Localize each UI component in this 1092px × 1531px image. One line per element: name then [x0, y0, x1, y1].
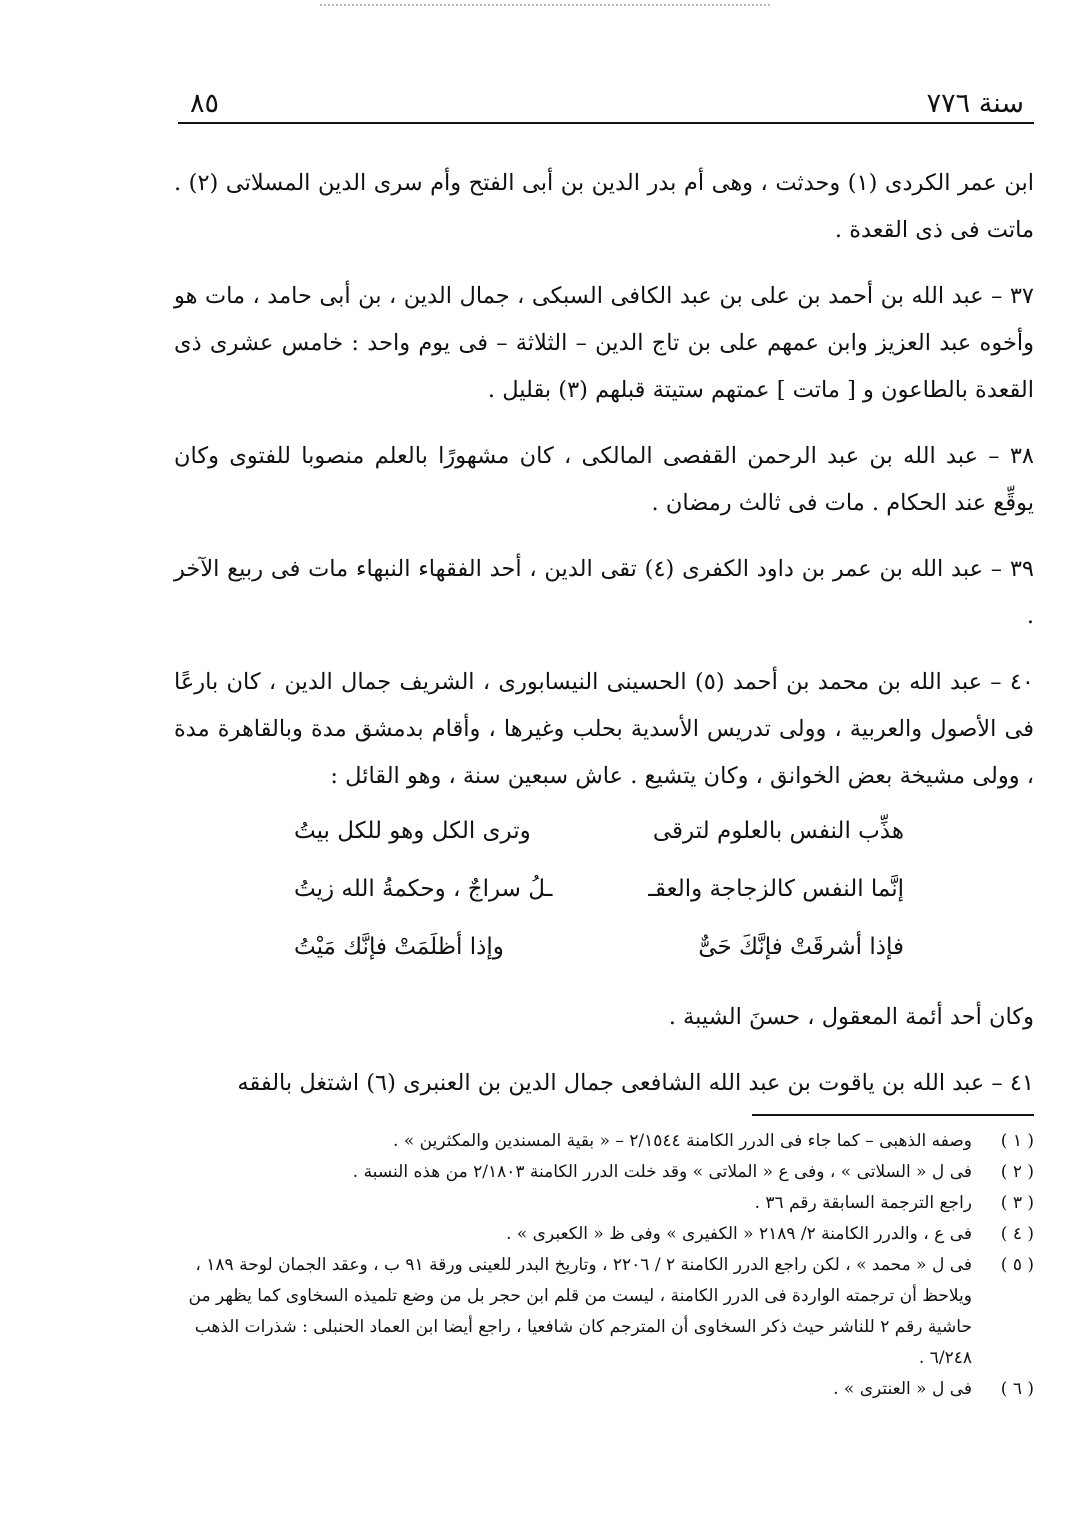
- running-header: [178, 86, 1034, 124]
- header-year: سنة ٧٧٦: [926, 88, 1024, 119]
- entry-38: ٣٨ – عبد الله بن عبد الرحمن القفصى المالكى ، كان مشهورًا بالعلم منصوبا للفتوى وكان يوقِّع عند الحكام . مات فى ثالث رمضان .: [174, 443, 1034, 516]
- verse-first-hemistich: هذِّب النفس بالعلوم لترقى: [652, 818, 904, 844]
- poem-verse: [294, 808, 904, 866]
- footnote-number: ( ٥ ): [1000, 1255, 1034, 1275]
- footnote-number: ( ٢ ): [1000, 1162, 1034, 1182]
- verse-second-hemistich: ـلُ سراجٌ ، وحكمةُ الله زيتُ: [294, 876, 553, 902]
- verse-second-hemistich: وإذا أظلَمَتْ فإنَّك مَيْتُ: [294, 934, 504, 960]
- footnote: [174, 1157, 1034, 1188]
- footnote: [174, 1219, 1034, 1250]
- verse-first-hemistich: فإذا أشرقَتْ فإنَّكَ حَىٌّ: [698, 934, 904, 960]
- entry-37: ٣٧ – عبد الله بن أحمد بن على بن عبد الكافى السبكى ، جمال الدين ، بن أبى حامد ، مات هو وأخوه عبد العزيز وابن عمهم على بن تاج الدين – الثلاثة – فى يوم واحد : خامس عشرى ذى القعدة بالطاعون و [ ماتت ] عمتهم ستيتة قبلهم (٣) بقليل .: [174, 283, 1034, 403]
- footnotes: [174, 1126, 1034, 1405]
- footnote-number: ( ٦ ): [1000, 1379, 1034, 1399]
- footnote-text: فى ل « العنترى » .: [833, 1379, 972, 1399]
- entry-40: ٤٠ – عبد الله بن محمد بن أحمد (٥) الحسينى النيسابورى ، الشريف جمال الدين ، كان بارعًا فى الأصول والعربية ، وولى تدريس الأسدية بحلب وغيرها ، وأقام بدمشق مدة وبالقاهرة مدة ، وولى مشيخة بعض الخوانق ، وكان يتشيع . عاش سبعين سنة ، وهو القائل :: [174, 669, 1035, 789]
- poem-verse: [294, 924, 904, 982]
- entry-41: ٤١ – عبد الله بن ياقوت بن عبد الله الشافعى جمال الدين بن العنبرى (٦) اشتغل بالفقه: [237, 1070, 1034, 1096]
- poem-verse: [294, 866, 904, 924]
- footnote-separator: [752, 1114, 1034, 1116]
- footnote-number: ( ٣ ): [1000, 1193, 1034, 1213]
- entry-39: ٣٩ – عبد الله بن عمر بن داود الكفرى (٤) تقى الدين ، أحد الفقهاء النبهاء مات فى ربيع الآخر .: [174, 556, 1034, 629]
- footnote-text: راجع الترجمة السابقة رقم ٣٦ .: [754, 1193, 972, 1213]
- footnote-text: فى ل « السلاتى » ، وفى ع « الملاتى » وقد خلت الدرر الكامنة ٢/١٨٠٣ من هذه النسبة .: [352, 1162, 972, 1182]
- after-poem-line: وكان أحد أئمة المعقول ، حسنَ الشيبة .: [668, 1004, 1034, 1030]
- verse-second-hemistich: وترى الكل وهو للكل بيتُ: [294, 818, 531, 844]
- footnote-number: ( ٤ ): [1000, 1224, 1034, 1244]
- footnote: [174, 1374, 1034, 1405]
- footnote-number: ( ١ ): [1000, 1131, 1034, 1151]
- footnote-text: وصفه الذهبى – كما جاء فى الدرر الكامنة ٢/١٥٤٤ – « بقية المسندين والمكثرين » .: [393, 1131, 972, 1151]
- footnote: [174, 1250, 1034, 1374]
- poem: [294, 808, 904, 982]
- footnote-text: فى ل « محمد » ، لكن راجع الدرر الكامنة ٢ / ٢٢٠٦ ، وتاريخ البدر للعينى ورقة ٩١ ب ، وعقد الجمان لوحة ١٨٩ ، ويلاحظ أن ترجمته الواردة فى الدرر الكامنة ، ليست من قلم ابن حجر بل من وضع تلميذه السخاوى كما يظهر من حاشية رقم ٢ للناشر حيث ذكر السخاوى أن المترجم كان شافعيا ، راجع أيضا ابن العماد الحنبلى : شذرات الذهب ٦/٢٤٨ .: [188, 1255, 972, 1368]
- footnote-text: فى ع ، والدرر الكامنة ٢/ ٢١٨٩ « الكفيرى » وفى ظ « الكعبرى » .: [506, 1224, 972, 1244]
- footnote: [174, 1188, 1034, 1219]
- verse-first-hemistich: إنَّما النفس كالزجاجة والعقـ: [648, 876, 904, 902]
- footnote: [174, 1126, 1034, 1157]
- scan-artifact-line: [320, 4, 770, 6]
- paragraph-continuation: ابن عمر الكردى (١) وحدثت ، وهى أم بدر الدين بن أبى الفتح وأم سرى الدين المسلاتى (٢) . ماتت فى ذى القعدة .: [174, 170, 1034, 243]
- page-number: ٨٥: [190, 88, 220, 119]
- main-text: [174, 160, 1034, 1126]
